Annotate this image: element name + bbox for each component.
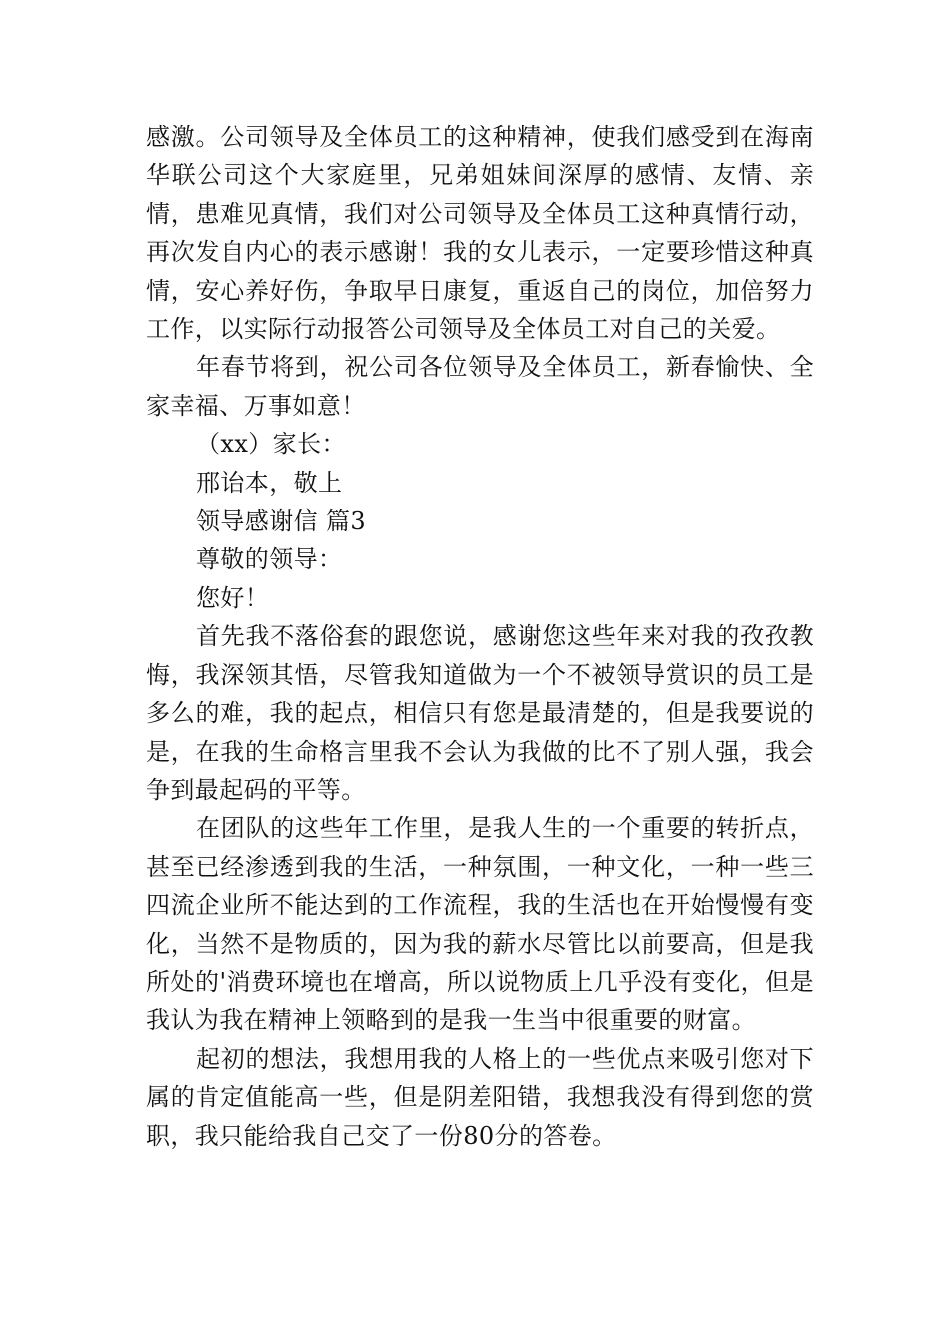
paragraph-new-year-wishes: 年春节将到，祝公司各位领导及全体员工，新春愉快、全家幸福、万事如意！ bbox=[146, 353, 814, 420]
paragraph-first-thanks: 首先我不落俗套的跟您说，感谢您这些年来对我的孜孜教悔，我深领其悟，尽管我知道做为一个不被领导赏识的员工是多么的难，我的起点，相信只有您是最清楚的，但是我要说的是，在我的生命格言里我不会认为我做的比不了别人强，我会争到最起码的平等。 bbox=[146, 622, 814, 804]
document-body bbox=[146, 118, 814, 1155]
paragraph-team-years: 在团队的这些年工作里，是我人生的一个重要的转折点，甚至已经渗透到我的生活，一种氛围，一种文化，一种一些三四流企业所不能达到的工作流程，我的生活也在开始慢慢有变化，当然不是物质的，因为我的薪水尽管比以前要高，但是我所处的'消费环境也在增高，所以说物质上几乎没有变化，但是我认为我在精神上领略到的是我一生当中很重要的财富。 bbox=[146, 814, 814, 1035]
salutation: 尊敬的领导： bbox=[196, 545, 343, 574]
section-heading: 领导感谢信 篇3 bbox=[196, 507, 367, 536]
greeting: 您好！ bbox=[196, 583, 270, 612]
signature-parent-line: （xx）家长： bbox=[196, 430, 346, 459]
signature-name-line: 邢诒本，敬上 bbox=[196, 468, 343, 497]
paragraph-initial-thoughts: 起初的想法，我想用我的人格上的一些优点来吸引您对下属的肯定值能高一些，但是阴差阳错，我想我没有得到您的赏职，我只能给我自己交了一份80分的答卷。 bbox=[146, 1044, 814, 1150]
paragraph-gratitude-continuation: 感激。公司领导及全体员工的这种精神，使我们感受到在海南华联公司这个大家庭里，兄弟姐妹间深厚的感情、友情、亲情，患难见真情，我们对公司领导及全体员工这种真情行动，再次发自内心的表示感谢！我的女儿表示，一定要珍惜这种真情，安心养好伤，争取早日康复，重返自己的岗位，加倍努力工作，以实际行动报答公司领导及全体员工对自己的关爱。 bbox=[146, 123, 814, 344]
